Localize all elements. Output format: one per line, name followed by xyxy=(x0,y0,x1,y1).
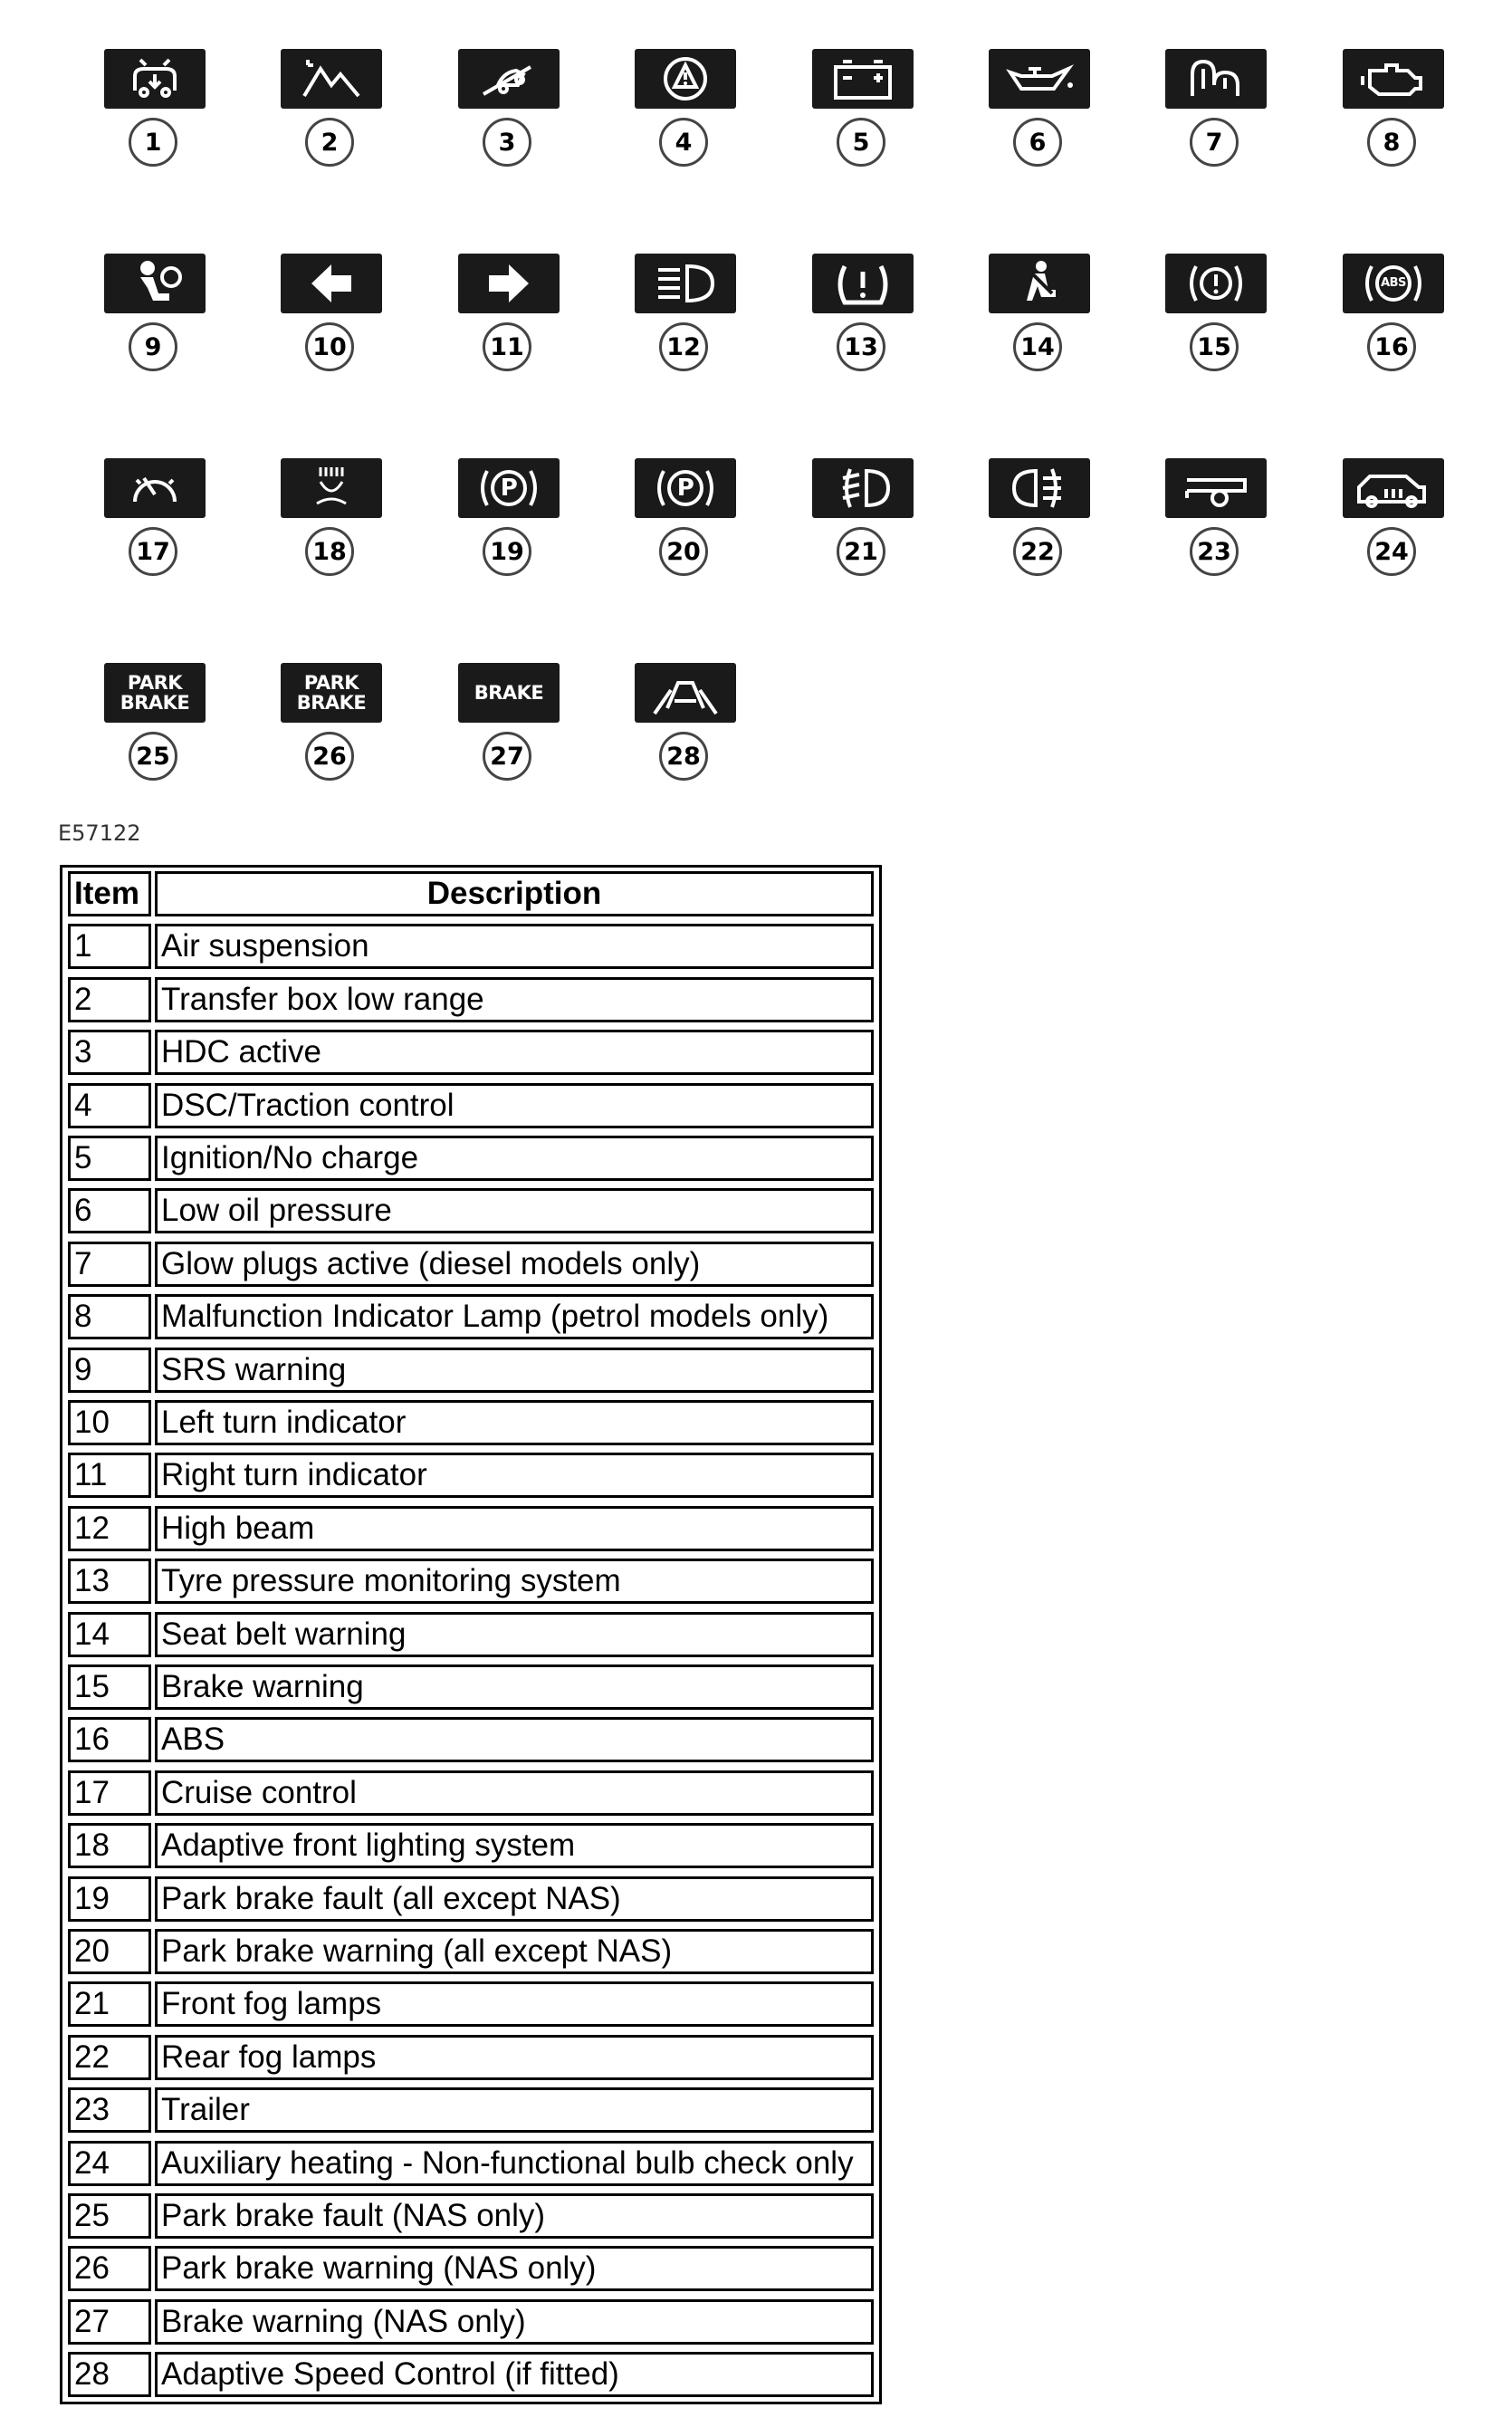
icon-cell-24 xyxy=(1339,458,1448,603)
table-row xyxy=(62,1661,879,1713)
table-row xyxy=(62,1978,879,2030)
icon-number: 15 xyxy=(1190,322,1239,371)
description-cell: Cruise control xyxy=(155,1770,874,1816)
front-fog-icon xyxy=(812,458,914,518)
rear-fog-icon xyxy=(989,458,1090,518)
park-brake-icon xyxy=(458,458,560,518)
icon-number: 19 xyxy=(483,527,531,576)
icon-cell-6 xyxy=(985,49,1094,194)
icon-cell-23 xyxy=(1162,458,1270,603)
icon-cell-20 xyxy=(631,458,740,603)
description-cell: SRS warning xyxy=(155,1348,874,1393)
oil-can-icon xyxy=(989,49,1090,109)
table-row xyxy=(62,2242,879,2295)
item-cell: 27 xyxy=(68,2299,151,2345)
table-row xyxy=(62,1344,879,1396)
icon-cell-19 xyxy=(455,458,563,603)
adaptive-lighting-icon xyxy=(281,458,382,518)
icon-cell-7 xyxy=(1162,49,1270,194)
description-cell: Ignition/No charge xyxy=(155,1136,874,1181)
lamp-text: BRAKE xyxy=(474,682,544,704)
table-row xyxy=(62,1079,879,1132)
item-cell: 8 xyxy=(68,1294,151,1339)
item-cell: 9 xyxy=(68,1348,151,1393)
glow-plug-icon xyxy=(1165,49,1267,109)
icon-cell-9 xyxy=(100,254,209,398)
adaptive-speed-icon xyxy=(635,663,736,723)
park-brake-label: P xyxy=(676,475,694,502)
lamp-text: BRAKE xyxy=(120,692,190,714)
lamp-text: PARK xyxy=(303,672,359,694)
icon-cell-3 xyxy=(455,49,563,194)
item-cell: 12 xyxy=(68,1506,151,1551)
auxiliary-heating-icon xyxy=(1343,458,1444,518)
table-row xyxy=(62,1608,879,1661)
icon-row-3 xyxy=(0,458,1512,603)
park-brake-icon xyxy=(635,458,736,518)
item-cell: 25 xyxy=(68,2193,151,2239)
table-row xyxy=(62,1767,879,1819)
tyre-pressure-icon xyxy=(812,254,914,313)
low-range-icon xyxy=(281,49,382,109)
park-brake-label: P xyxy=(500,475,518,502)
item-cell: 13 xyxy=(68,1559,151,1604)
description-cell: Brake warning xyxy=(155,1664,874,1710)
table-row xyxy=(62,1185,879,1237)
table-row xyxy=(62,1132,879,1185)
table-row xyxy=(62,2190,879,2242)
left-arrow-icon xyxy=(281,254,382,313)
description-cell: Park brake warning (NAS only) xyxy=(155,2246,874,2291)
icon-number: 10 xyxy=(305,322,354,371)
icon-number: 20 xyxy=(659,527,708,576)
icon-cell-27 xyxy=(455,663,563,808)
description-cell: Auxiliary heating - Non-functional bulb check only xyxy=(155,2141,874,2186)
icon-number: 26 xyxy=(305,732,354,781)
item-cell: 6 xyxy=(68,1188,151,1233)
item-cell: 16 xyxy=(68,1717,151,1762)
icon-number: 22 xyxy=(1013,527,1062,576)
icon-cell-22 xyxy=(985,458,1094,603)
icon-cell-10 xyxy=(277,254,386,398)
icon-number: 23 xyxy=(1190,527,1239,576)
description-cell: Malfunction Indicator Lamp (petrol models only) xyxy=(155,1294,874,1339)
icon-number: 25 xyxy=(129,732,177,781)
icon-number: 16 xyxy=(1367,322,1416,371)
description-cell: Park brake fault (NAS only) xyxy=(155,2193,874,2239)
park-brake-text-icon xyxy=(104,663,206,723)
item-cell: 11 xyxy=(68,1453,151,1498)
item-cell: 4 xyxy=(68,1083,151,1128)
description-cell: Tyre pressure monitoring system xyxy=(155,1559,874,1604)
table-row xyxy=(62,1290,879,1343)
icon-cell-18 xyxy=(277,458,386,603)
item-cell: 21 xyxy=(68,1981,151,2027)
description-cell: Park brake warning (all except NAS) xyxy=(155,1929,874,1974)
item-cell: 15 xyxy=(68,1664,151,1710)
item-cell: 19 xyxy=(68,1876,151,1922)
table-row xyxy=(62,1873,879,1925)
icon-cell-15 xyxy=(1162,254,1270,398)
icon-cell-21 xyxy=(809,458,917,603)
icon-number: 24 xyxy=(1367,527,1416,576)
item-cell: 20 xyxy=(68,1929,151,1974)
item-cell: 14 xyxy=(68,1612,151,1657)
icon-number: 13 xyxy=(837,322,885,371)
icon-number: 8 xyxy=(1367,118,1416,167)
icon-number: 5 xyxy=(837,118,885,167)
description-cell: Park brake fault (all except NAS) xyxy=(155,1876,874,1922)
icon-cell-4 xyxy=(631,49,740,194)
icon-number: 12 xyxy=(659,322,708,371)
abs-label: ABS xyxy=(1381,276,1406,290)
description-cell: Brake warning (NAS only) xyxy=(155,2299,874,2345)
air-suspension-icon xyxy=(104,49,206,109)
icon-number: 18 xyxy=(305,527,354,576)
table-row xyxy=(62,2296,879,2348)
icon-cell-28 xyxy=(631,663,740,808)
brake-text-icon xyxy=(458,663,560,723)
table-row xyxy=(62,2348,879,2401)
item-cell: 3 xyxy=(68,1030,151,1075)
item-cell: 26 xyxy=(68,2246,151,2291)
item-cell: 28 xyxy=(68,2352,151,2397)
description-cell: Seat belt warning xyxy=(155,1612,874,1657)
table-row xyxy=(62,1925,879,1978)
icon-cell-11 xyxy=(455,254,563,398)
table-row xyxy=(62,974,879,1026)
icon-number: 11 xyxy=(483,322,531,371)
description-cell: Right turn indicator xyxy=(155,1453,874,1498)
item-cell: 17 xyxy=(68,1770,151,1816)
engine-icon xyxy=(1343,49,1444,109)
icon-number: 27 xyxy=(483,732,531,781)
icon-cell-16 xyxy=(1339,254,1448,398)
cruise-control-icon xyxy=(104,458,206,518)
icon-cell-8 xyxy=(1339,49,1448,194)
table-row xyxy=(62,2031,879,2084)
icon-cell-12 xyxy=(631,254,740,398)
item-cell: 23 xyxy=(68,2087,151,2133)
icon-number: 14 xyxy=(1013,322,1062,371)
table-row xyxy=(62,1819,879,1872)
icon-number: 4 xyxy=(659,118,708,167)
description-cell: Low oil pressure xyxy=(155,1188,874,1233)
icon-number: 28 xyxy=(659,732,708,781)
item-cell: 5 xyxy=(68,1136,151,1181)
lamp-text: PARK xyxy=(127,672,183,694)
icon-number: 1 xyxy=(129,118,177,167)
icon-number: 9 xyxy=(129,322,177,371)
icon-cell-17 xyxy=(100,458,209,603)
table-row xyxy=(62,1238,879,1290)
header-item: Item xyxy=(68,871,151,916)
description-cell: Left turn indicator xyxy=(155,1400,874,1445)
item-cell: 18 xyxy=(68,1823,151,1868)
icon-cell-13 xyxy=(809,254,917,398)
abs-icon xyxy=(1343,254,1444,313)
description-cell: Transfer box low range xyxy=(155,977,874,1022)
airbag-icon xyxy=(104,254,206,313)
table-row xyxy=(62,920,879,973)
icon-cell-14 xyxy=(985,254,1094,398)
table-row xyxy=(62,1713,879,1766)
icon-cell-1 xyxy=(100,49,209,194)
brake-warning-icon xyxy=(1165,254,1267,313)
high-beam-icon xyxy=(635,254,736,313)
item-cell: 24 xyxy=(68,2141,151,2186)
dsc-icon xyxy=(635,49,736,109)
trailer-icon xyxy=(1165,458,1267,518)
description-table xyxy=(60,865,882,2404)
icon-number: 6 xyxy=(1013,118,1062,167)
item-cell: 1 xyxy=(68,924,151,969)
item-cell: 10 xyxy=(68,1400,151,1445)
item-cell: 2 xyxy=(68,977,151,1022)
icon-cell-5 xyxy=(809,49,917,194)
description-cell: HDC active xyxy=(155,1030,874,1075)
table-row xyxy=(62,1396,879,1449)
item-cell: 7 xyxy=(68,1242,151,1287)
table-row xyxy=(62,2137,879,2190)
description-cell: Air suspension xyxy=(155,924,874,969)
description-cell: Glow plugs active (diesel models only) xyxy=(155,1242,874,1287)
table-row xyxy=(62,1555,879,1607)
header-description: Description xyxy=(155,871,874,916)
description-cell: Adaptive Speed Control (if fitted) xyxy=(155,2352,874,2397)
icon-number: 17 xyxy=(129,527,177,576)
table-row xyxy=(62,1502,879,1555)
description-cell: High beam xyxy=(155,1506,874,1551)
icon-number: 7 xyxy=(1190,118,1239,167)
icon-number: 2 xyxy=(305,118,354,167)
table-row xyxy=(62,2084,879,2136)
hdc-icon xyxy=(458,49,560,109)
icon-cell-2 xyxy=(277,49,386,194)
icon-cell-25 xyxy=(100,663,209,808)
description-cell: Adaptive front lighting system xyxy=(155,1823,874,1868)
icon-row-1 xyxy=(0,49,1512,194)
park-brake-text-icon xyxy=(281,663,382,723)
figure-id: E57122 xyxy=(58,820,141,846)
battery-icon xyxy=(812,49,914,109)
icon-row-4 xyxy=(0,663,1512,808)
right-arrow-icon xyxy=(458,254,560,313)
lamp-text: BRAKE xyxy=(296,692,367,714)
icon-row-2 xyxy=(0,254,1512,398)
description-cell: ABS xyxy=(155,1717,874,1762)
icon-cell-26 xyxy=(277,663,386,808)
item-cell: 22 xyxy=(68,2035,151,2080)
icon-number: 21 xyxy=(837,527,885,576)
icon-number: 3 xyxy=(483,118,531,167)
description-cell: Rear fog lamps xyxy=(155,2035,874,2080)
seat-belt-icon xyxy=(989,254,1090,313)
table-row xyxy=(62,1026,879,1079)
description-cell: Trailer xyxy=(155,2087,874,2133)
description-cell: Front fog lamps xyxy=(155,1981,874,2027)
table-row xyxy=(62,1449,879,1501)
table-header xyxy=(62,868,879,920)
description-cell: DSC/Traction control xyxy=(155,1083,874,1128)
